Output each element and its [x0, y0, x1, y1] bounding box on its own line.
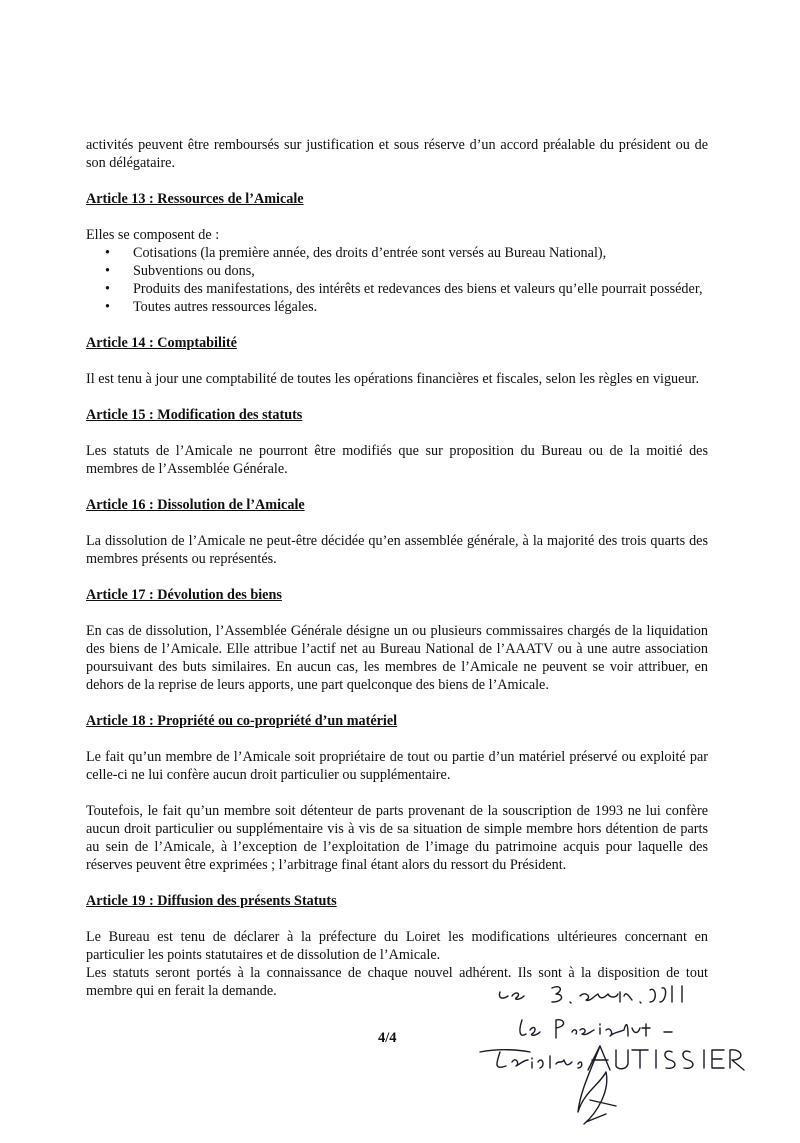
article-13-heading: Article 13 : Ressources de l’Amicale — [86, 191, 304, 207]
article-14-heading: Article 14 : Comptabilité — [86, 335, 237, 351]
article-16-heading: Article 16 : Dissolution de l’Amicale — [86, 497, 305, 513]
list-item: • Subventions ou dons, — [86, 262, 708, 280]
article-15-text: Les statuts de l’Amicale ne pourront être modifiés que sur proposition du Bureau ou de la moitié des membres de l’Assemblée Générale. — [86, 443, 708, 477]
article-18-text-1: Le fait qu’un membre de l’Amicale soit propriétaire de tout ou partie d’un matériel préservé ou exploité par celle-ci ne lui confère aucun droit particulier ou supplémentaire. — [86, 749, 708, 783]
article-19-heading: Article 19 : Diffusion des présents Statuts — [86, 893, 337, 909]
signature-drawing — [460, 972, 760, 1132]
article-13-intro: Elles se composent de : — [86, 227, 220, 243]
article-17-heading: Article 17 : Dévolution des biens — [86, 587, 282, 603]
page-number: 4/4 — [378, 1030, 397, 1046]
article-18-text-2: Toutefois, le fait qu’un membre soit détenteur de parts provenant de la souscription de 1993 ne lui confère aucun droit particulier ou supplémentaire vis à vis de sa situation de simple membre hors détention de parts au sein de l’Amicale, à l’exception de l’exploitation de l’image du patrimoine acquis pour laquelle des réserves peuvent être exprimées ; l’arbitrage final étant alors du ressort du Président. — [86, 803, 708, 873]
list-item: • Produits des manifestations, des intérêts et redevances des biens et valeurs qu’elle pourrait posséder, — [86, 280, 708, 298]
article-16-text: La dissolution de l’Amicale ne peut-être décidée qu’en assemblée générale, à la majorité des trois quarts des membres présents ou représentés. — [86, 533, 708, 567]
article-14-text: Il est tenu à jour une comptabilité de toutes les opérations financières et fiscales, selon les règles en vigueur. — [86, 371, 700, 387]
handwritten-signature — [460, 972, 760, 1132]
article-18-heading: Article 18 : Propriété ou co-propriété d’un matériel — [86, 713, 398, 729]
article-17-text: En cas de dissolution, l’Assemblée Générale désigne un ou plusieurs commissaires chargés de la liquidation des biens de l’Amicale. Elle attribue l’actif net au Bureau National de l’AAATV ou à une autre association poursuivant des buts similaires. En aucun cas, les membres de l’Amicale ne peuvent se voir attribuer, en dehors de la reprise de leurs apports, une part quelconque des biens de l’Amicale. — [86, 623, 708, 693]
article-13-bullet-list — [86, 244, 708, 316]
article-19-text-2: Les statuts seront portés à la connaissance de chaque nouvel adhérent. Ils sont à la disposition de tout membre qui en ferait la demande. — [86, 965, 708, 999]
list-item: • Toutes autres ressources légales. — [86, 298, 708, 316]
article-15-heading: Article 15 : Modification des statuts — [86, 407, 303, 423]
list-item: • Cotisations (la première année, des droits d’entrée sont versés au Bureau National), — [86, 244, 708, 262]
document-body — [86, 136, 708, 1000]
intro-continuation: activités peuvent être remboursés sur justification et sous réserve d’un accord préalable du président ou de son délégataire. — [86, 137, 708, 171]
article-19-text-1: Le Bureau est tenu de déclarer à la préfecture du Loiret les modifications ultérieures concernant en particulier les points statutaires et de dissolution de l’Amicale. — [86, 929, 708, 963]
